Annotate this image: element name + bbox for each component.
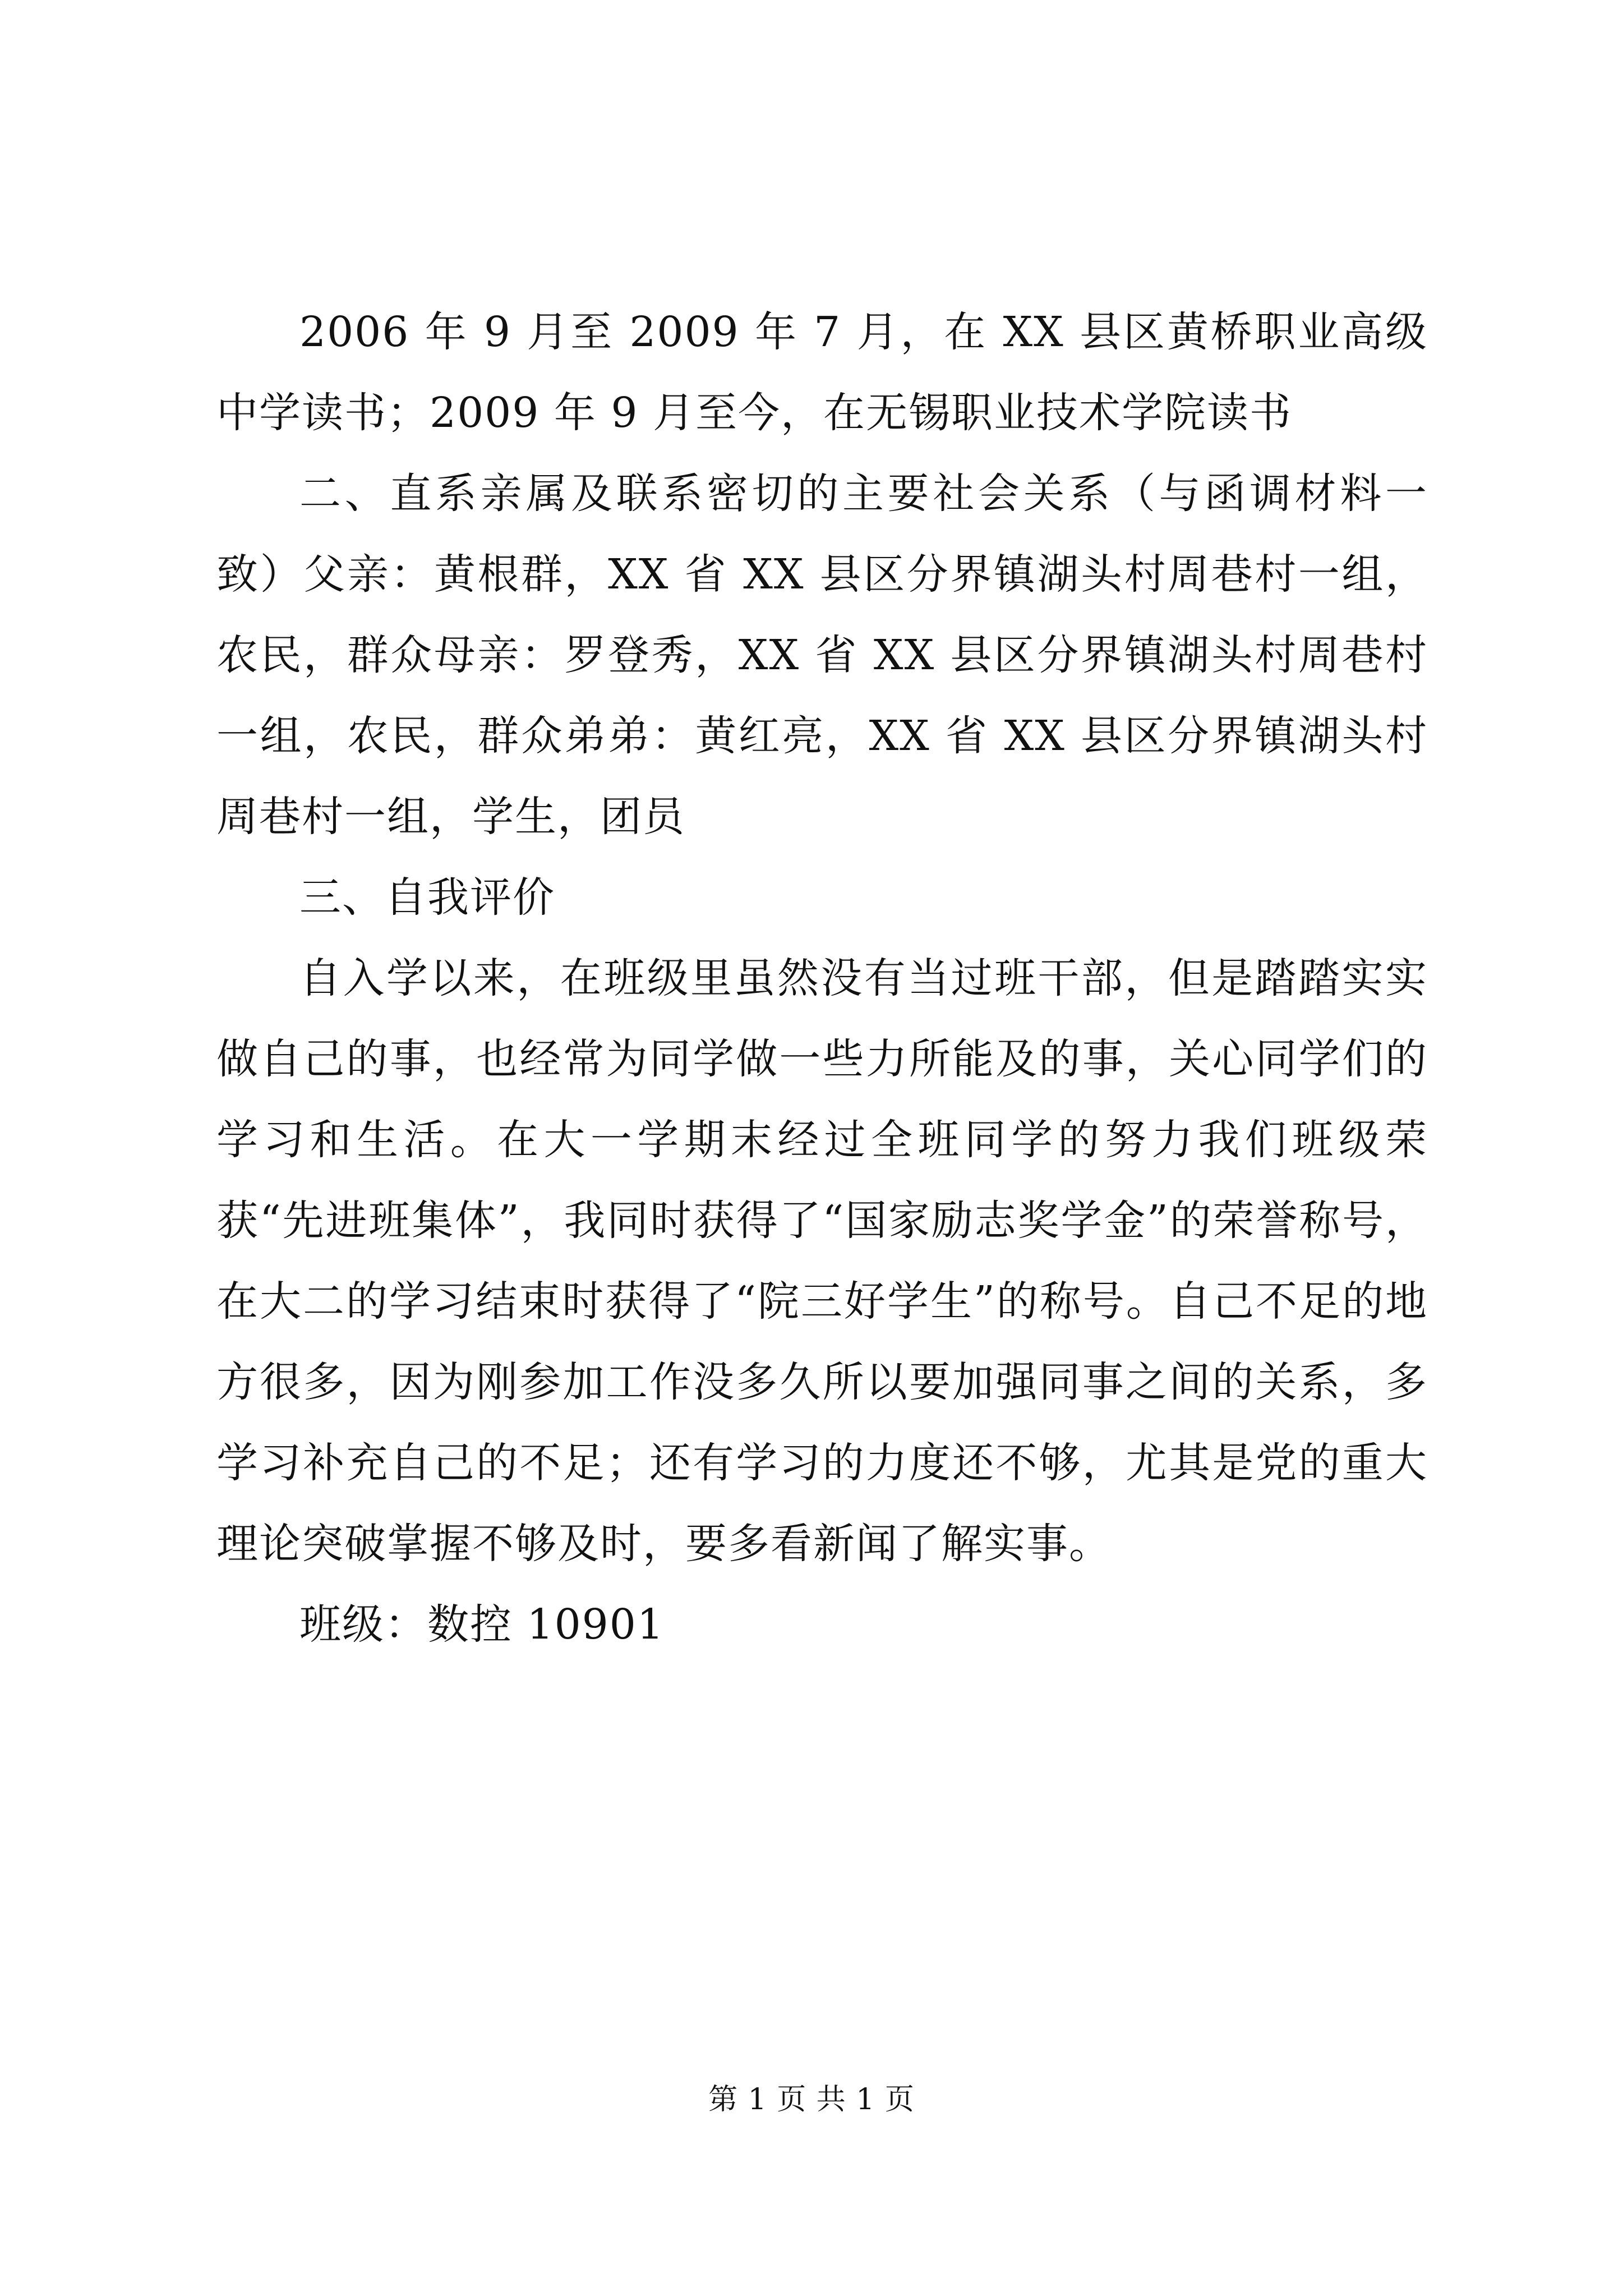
paragraph-class-info: 班级：数控 10901 xyxy=(299,1600,665,1649)
paragraph-family-relations: 二、直系亲属及联系密切的主要社会关系（与函调材料一致）父亲：黄根群，XX 省 XX 县区分界镇湖头村周巷村一组，农民，群众母亲：罗登秀，XX 省 XX 县区分界镇湖头村周巷村一组，农民，群众弟弟：黄红亮，XX 省 XX 县区分界镇湖头村周巷村一组，学生，团员 xyxy=(216,470,1428,841)
paragraph-self-evaluation: 自入学以来，在班级里虽然没有当过班干部，但是踏踏实实做自己的事，也经常为同学做一些力所能及的事，关心同学们的学习和生活。在大一学期末经过全班同学的努力我们班级荣获“先进班集体”，我同时获得了“国家励志奖学金”的荣誉称号，在大二的学习结束时获得了“院三好学生”的称号。自己不足的地方很多，因为刚参加工作没多久所以要加强同事之间的关系，多学习补充自己的不足；还有学习的力度还不够，尤其是党的重大理论突破掌握不够及时，要多看新闻了解实事。 xyxy=(216,954,1428,1568)
document-body xyxy=(216,292,1428,1665)
heading-self-evaluation: 三、自我评价 xyxy=(299,873,555,922)
paragraph-education-history: 2006 年 9 月至 2009 年 7 月，在 XX 县区黄桥职业高级中学读书；2009 年 9 月至今，在无锡职业技术学院读书 xyxy=(216,308,1428,437)
page-footer: 第 1 页 共 1 页 xyxy=(708,2083,915,2116)
